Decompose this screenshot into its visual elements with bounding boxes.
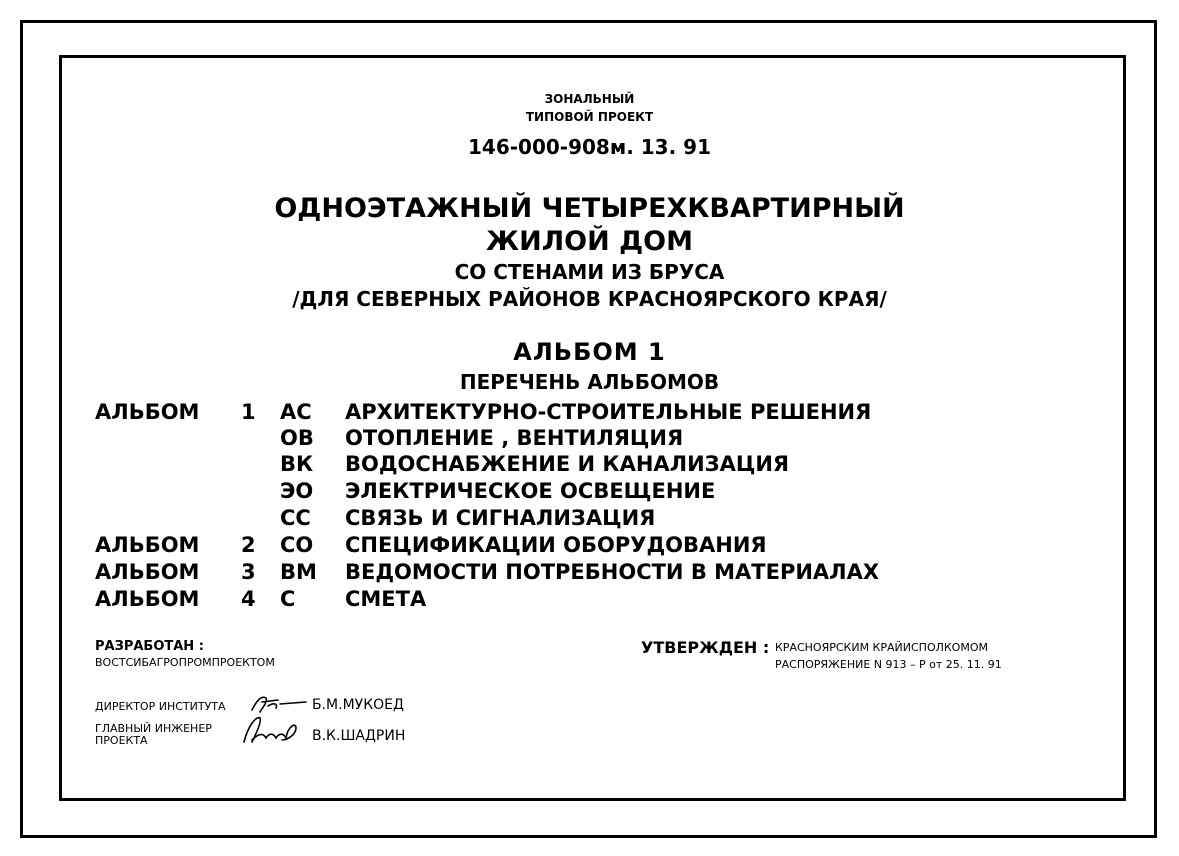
album-code: ВК [280,452,314,476]
album-name: ОТОПЛЕНИЕ , ВЕНТИЛЯЦИЯ [345,426,684,450]
album-word: АЛЬБОМ [95,533,200,557]
title-line-2: ЖИЛОЙ ДОМ [486,226,693,257]
title-line-4: /ДЛЯ СЕВЕРНЫХ РАЙОНОВ КРАСНОЯРСКОГО КРАЯ/ [292,287,887,311]
developed-org: ВОСТСИБАГРОПРОМПРОЕКТОМ [95,656,275,669]
director-label: ДИРЕКТОР ИНСТИТУТА [95,700,226,713]
album-name: АРХИТЕКТУРНО-СТРОИТЕЛЬНЫЕ РЕШЕНИЯ [345,400,872,424]
engineer-name: В.К.ШАДРИН [312,728,406,744]
engineer-label-line-1: ГЛАВНЫЙ ИНЖЕНЕР [95,722,212,735]
album-word: АЛЬБОМ [95,560,200,584]
title-line-3: СО СТЕНАМИ ИЗ БРУСА [454,260,725,284]
album-name: ВОДОСНАБЖЕНИЕ И КАНАЛИЗАЦИЯ [345,452,790,476]
approved-order: РАСПОРЯЖЕНИЕ N 913 – Р от 25. 11. 91 [775,658,1002,671]
album-name: СМЕТА [345,587,427,611]
album-code: АС [280,400,312,424]
engineer-label-line-2: ПРОЕКТА [95,734,148,747]
developed-label: РАЗРАБОТАН : [95,639,204,654]
album-word: АЛЬБОМ [95,587,200,611]
album-code: С [280,587,296,611]
album-word: АЛЬБОМ [95,400,200,424]
album-number: 3 [241,560,256,584]
approved-label: УТВЕРЖДЕН : [641,638,770,657]
director-name: Б.М.МУКОЕД [312,697,404,713]
album-code: ЭО [280,479,314,503]
title-line-1: ОДНОЭТАЖНЫЙ ЧЕТЫРЕХКВАРТИРНЫЙ [274,193,905,224]
album-number: 2 [241,533,256,557]
album-code: ОВ [280,426,314,450]
approved-org: КРАСНОЯРСКИМ КРАЙИСПОЛКОМОМ [775,641,988,654]
album-name: СПЕЦИФИКАЦИИ ОБОРУДОВАНИЯ [345,533,767,557]
typical-project-label: ТИПОВОЙ ПРОЕКТ [525,110,654,124]
album-name: ЭЛЕКТРИЧЕСКОЕ ОСВЕЩЕНИЕ [345,479,716,503]
album-code: СС [280,506,311,530]
album-number: 1 [241,400,256,424]
album-number: 4 [241,587,256,611]
zonal-label: ЗОНАЛЬНЫЙ [544,92,635,106]
album-list-title: ПЕРЕЧЕНЬ АЛЬБОМОВ [459,370,720,394]
project-code: 146-000-908м. 13. 91 [468,135,711,159]
album-name: СВЯЗЬ И СИГНАЛИЗАЦИЯ [345,506,656,530]
album-name: ВЕДОМОСТИ ПОТРЕБНОСТИ В МАТЕРИАЛАХ [345,560,880,584]
album-code: СО [280,533,314,557]
album-code: ВМ [280,560,317,584]
engineer-signature-icon [238,712,302,748]
album-title: АЛЬБОМ 1 [513,338,666,366]
